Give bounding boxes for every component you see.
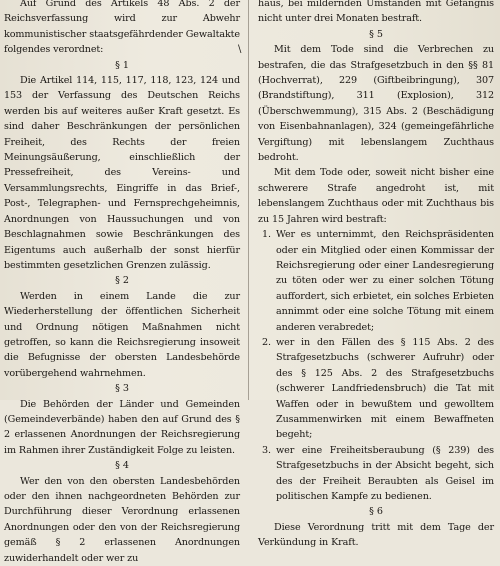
section-2-heading: § 2 <box>115 275 129 287</box>
penalty-list <box>258 227 494 504</box>
intro-paragraph: Auf Grund des Artikels 48 Abs. 2 der Reichsverfassung wird zur Abwehr kommunistischer staatsgefährdender Gewaltakte folgendes verordnet: <box>4 0 240 56</box>
list-item-number: 3. <box>262 444 271 456</box>
list-item-number: 2. <box>262 336 271 348</box>
section-1-text: Die Artikel 114, 115, 117, 118, 123, 124 und 153 der Verfassung des Deutschen Reichs werden bis auf weiteres außer Kraft gesetzt. Es sind daher Beschränkungen der persönlichen Freiheit, des Rechts der freien Meinungsäußerung, einschließlich der Pressefreiheit, des Vereins- und Versammlungsrechts, Eingriffe in das Brief-, Post-, Telegraphen- und Fernsprechgeheimnis, Anordnungen von Haussuchungen und von Beschlagnahmen sowie Beschränkungen des Eigentums auch außerhalb der sonst hierfür bestimmten gesetzlichen Grenzen zulässig. <box>4 75 240 271</box>
carryover-paragraph: haus, bei mildernden Umständen mit Gefängnis nicht unter drei Monaten bestraft. <box>258 0 494 25</box>
list-item-text: Wer es unternimmt, den Reichspräsidenten oder ein Mitglied oder einen Kommissar der Reichsregierung oder einer Landesregierung zu töten oder wer zu einer solchen Tötung auffordert, sich erbietet, ein solches Erbieten annimmt oder eine solche Tötung mit einem anderen verabredet; <box>276 229 494 333</box>
section-4-heading: § 4 <box>115 460 129 472</box>
section-5-heading: § 5 <box>369 28 383 40</box>
section-6-heading: § 6 <box>369 506 383 518</box>
list-item <box>258 227 494 335</box>
section-2-text: Werden in einem Lande die zur Wiederherstellung der öffentlichen Sicherheit und Ordnung nötigen Maßnahmen nicht getroffen, so kann die Reichsregierung insoweit die Befugnisse der obersten Landesbehörde vorübergehend wahrnehmen. <box>4 290 240 379</box>
list-item-text: wer in den Fällen des § 115 Abs. 2 des Strafgesetzbuchs (schwerer Aufruhr) oder des § 125 Abs. 2 des Strafgesetzbuchs (schwerer Landfriedensbruch) die Tat mit Waffen oder in bewußtem und gewolltem Zusammenwirken mit einem Bewaffneten begeht; <box>276 336 494 441</box>
column-divider <box>248 0 249 400</box>
section-3-heading: § 3 <box>115 383 129 395</box>
list-item-number: 1. <box>262 229 271 241</box>
section-5-text-2: Mit dem Tode oder, soweit nicht bisher eine schwerere Strafe angedroht ist, mit lebenslangem Zuchthaus oder mit Zuchthaus bis zu 15 Jahren wird bestraft: <box>258 167 494 225</box>
section-6-text: Diese Verordnung tritt mit dem Tage der Verkündung in Kraft. <box>258 521 494 549</box>
list-item-text: wer eine Freiheitsberaubung (§ 239) des Strafgesetzbuchs in der Absicht begeht, sich des der Freiheit Beraubten als Geisel im politischen Kampfe zu bedienen. <box>276 444 494 502</box>
right-column <box>258 0 494 551</box>
section-4-text: Wer den von den obersten Landesbehörden oder den ihnen nachgeordneten Behörden zur Durchführung dieser Verordnung erlassenen Anordnungen oder den von der Reichsregierung gemäß § 2 erlassenen Anordnungen zuwiderhandelt oder wer zu <box>4 475 240 564</box>
list-item <box>258 335 494 443</box>
section-5-text-1: Mit dem Tode sind die Verbrechen zu bestrafen, die das Strafgesetzbuch in den §§ 81 (Hochverrat), 229 (Giftbeibringung), 307 (Brandstiftung), 311 (Explosion), 312 (Überschwemmung), 315 Abs. 2 (Beschädigung von Eisenbahnanlagen), 324 (gemeingefährliche Vergiftung) mit lebenslangem Zuchthaus bedroht. <box>258 44 494 164</box>
left-column <box>4 0 240 566</box>
margin-mark: \ <box>238 44 242 55</box>
list-item <box>258 443 494 505</box>
section-1-heading: § 1 <box>115 59 129 71</box>
section-3-text: Die Behörden der Länder und Gemeinden (Gemeindeverbände) haben den auf Grund des § 2 erlassenen Anordnungen der Reichsregierung im Rahmen ihrer Zuständigkeit Folge zu leisten. <box>4 398 240 456</box>
